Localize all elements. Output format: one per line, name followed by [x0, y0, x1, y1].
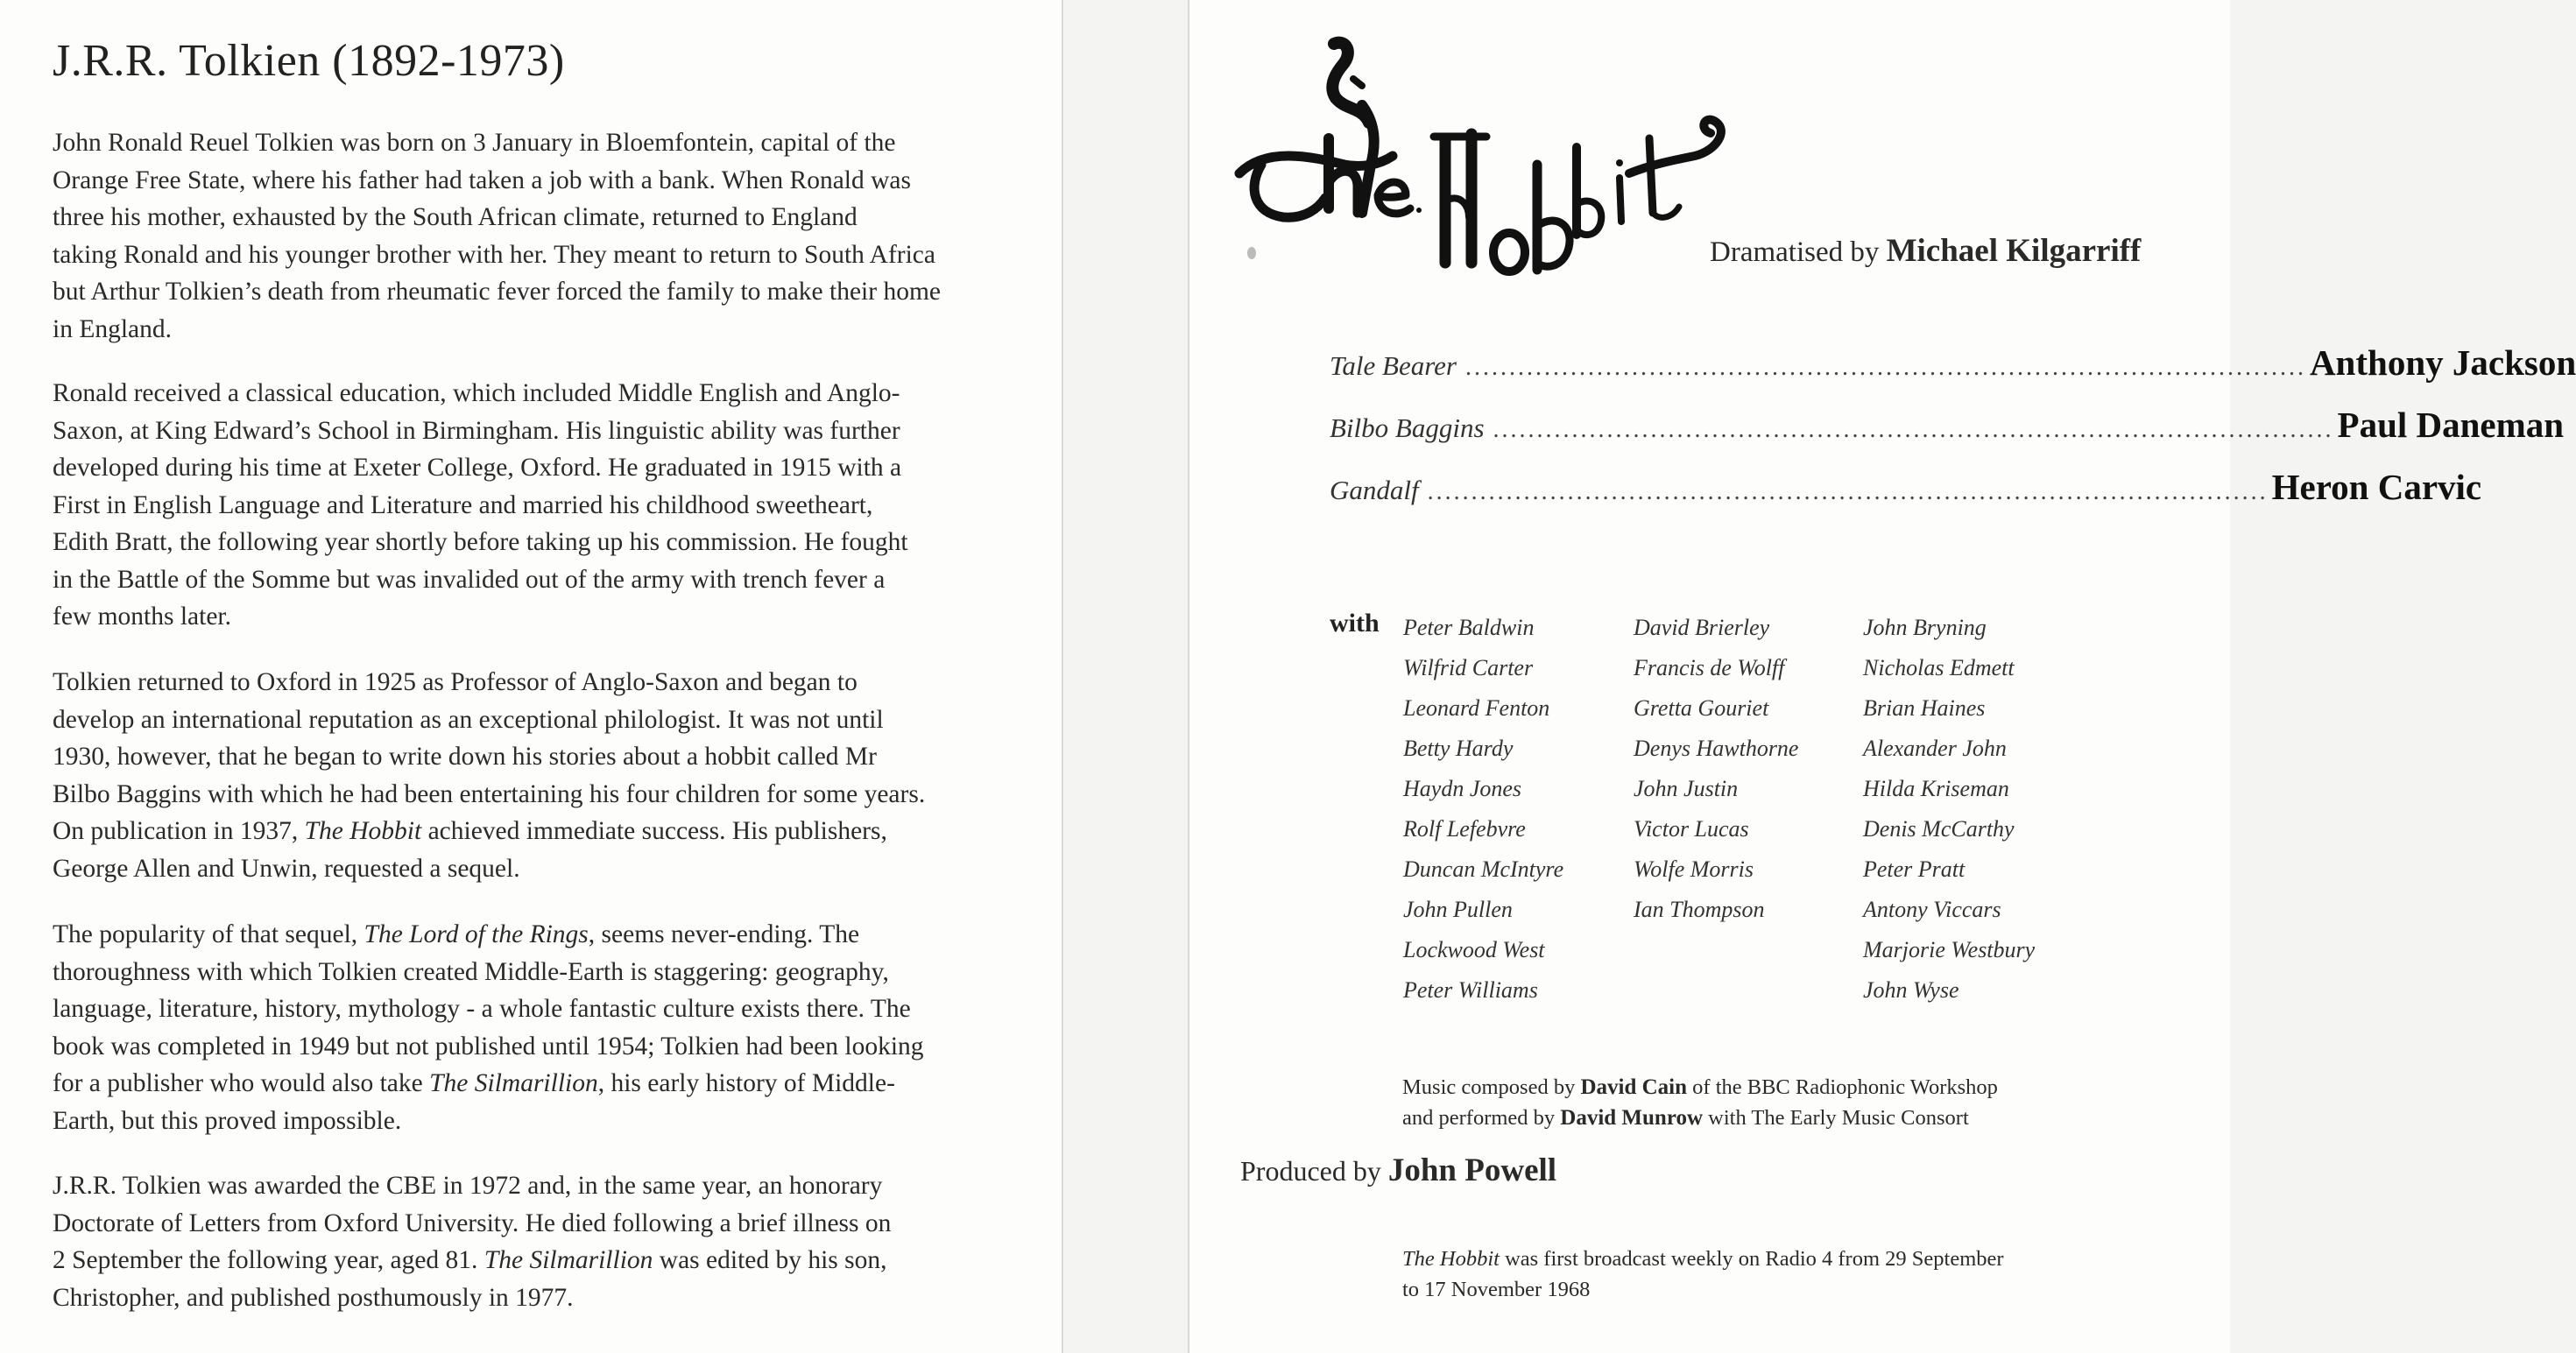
bio-paragraph-1 [53, 124, 1034, 348]
performer-name: David Munrow [1560, 1106, 1704, 1130]
cast-member: John Pullen [1403, 897, 1513, 922]
text-line: language, literature, history, mythology - a whole fantastic culture exists there. The [53, 995, 911, 1023]
music-text: Music composed by [1402, 1075, 1581, 1099]
music-credit-line-2 [1402, 1106, 1969, 1131]
music-text: with The Early Music Consort [1703, 1106, 1969, 1130]
text-line: , seems never-ending. The [588, 920, 860, 948]
cast-row-tale-bearer [1330, 342, 2576, 391]
cast-member: Wilfrid Carter [1403, 655, 1534, 680]
leader-dots: ................................................................................................ [1464, 354, 2306, 381]
cast-member: Wolfe Morris [1634, 856, 1754, 882]
text-line: Christopher, and published posthumously in 1977. [53, 1283, 574, 1312]
cast-actor: Anthony Jackson [2309, 342, 2576, 383]
cast-member: Rolf Lefebvre [1403, 816, 1526, 842]
broadcast-note-line-1 [1402, 1247, 2004, 1272]
music-text: of the BBC Radiophonic Workshop [1687, 1075, 1998, 1099]
book-title-lord-of-the-rings: The Lord of the Rings [363, 920, 589, 948]
bio-paragraph-5 [53, 1167, 1034, 1316]
text-line: was edited by his son, [653, 1246, 887, 1274]
cast-member: Francis de Wolff [1634, 655, 1785, 680]
text-line: , his early history of Middle- [597, 1069, 895, 1097]
cast-member: Peter Pratt [1863, 856, 1966, 882]
cast-role: Gandalf [1330, 475, 1419, 505]
text-line: 1930, however, that he began to write down his stories about a hobbit called Mr [53, 743, 877, 771]
text-line: 2 September the following year, aged 81. [53, 1246, 484, 1274]
bio-paragraph-3 [53, 664, 1034, 887]
cast-member: David Brierley [1634, 615, 1770, 640]
cast-actor: Paul Daneman [2337, 405, 2565, 445]
cast-member: Duncan McIntyre [1403, 856, 1564, 882]
text-line: John Ronald Reuel Tolkien was born on 3 January in Bloemfontein, capital of the [53, 129, 896, 157]
text-line: Tolkien returned to Oxford in 1925 as Professor of Anglo-Saxon and began to [53, 668, 857, 696]
produced-by-credit [1240, 1152, 1556, 1189]
composer-name: David Cain [1580, 1075, 1688, 1099]
text-line: Orange Free State, where his father had taken a job with a bank. When Ronald was [53, 166, 912, 194]
text-line: achieved immediate success. His publishers, [421, 817, 887, 845]
text-line: book was completed in 1949 but not published until 1954; Tolkien had been looking [53, 1032, 924, 1061]
text-line: George Allen and Unwin, requested a sequel. [53, 854, 520, 883]
music-text: and performed by [1402, 1106, 1561, 1130]
text-line: First in English Language and Literature and married his childhood sweetheart, [53, 490, 873, 519]
text-line: but Arthur Tolkien’s death from rheumatic fever forced the family to make their home [53, 278, 941, 306]
bio-paragraph-4 [53, 916, 1034, 1139]
text-line: Edith Bratt, the following year shortly before taking up his commission. He fought [53, 528, 908, 556]
text-line: three his mother, exhausted by the South African climate, returned to England [53, 203, 857, 231]
broadcast-title: The Hobbit [1402, 1247, 1500, 1271]
dramatised-label: Dramatised by [1710, 236, 1880, 268]
cast-member: Denys Hawthorne [1634, 736, 1799, 761]
music-credit-line-1 [1402, 1075, 1998, 1100]
cast-member: Brian Haines [1863, 695, 1986, 721]
text-line: Earth, but this proved impossible. [53, 1106, 402, 1135]
leader-dots: ................................................................................................ [1493, 416, 2334, 443]
book-title-silmarillion: The Silmarillion [429, 1069, 598, 1097]
cast-member: Denis McCarthy [1863, 816, 2015, 842]
supporting-cast-column-2 [1634, 608, 1798, 930]
text-line: for a publisher who would also take [53, 1069, 430, 1097]
cast-member: Leonard Fenton [1403, 695, 1550, 721]
cast-actor: Heron Carvic [2271, 467, 2482, 507]
book-title-silmarillion: The Silmarillion [483, 1246, 653, 1274]
broadcast-text: was first broadcast weekly on Radio 4 from 29 September [1499, 1247, 2004, 1271]
page-edge-left [1062, 0, 1063, 1353]
page-edge-right [1188, 0, 1189, 1353]
leader-dots: ................................................................................................ [1427, 478, 2269, 505]
book-title-the-hobbit: The Hobbit [304, 817, 422, 845]
text-line: in the Battle of the Somme but was invalided out of the army with trench fever a [53, 565, 886, 594]
cast-member: John Justin [1634, 776, 1739, 801]
text-line: thoroughness with which Tolkien created Middle-Earth is staggering: geography, [53, 957, 889, 986]
cast-member: Nicholas Edmett [1863, 655, 2015, 680]
cast-member: Peter Williams [1403, 977, 1538, 1003]
cast-member: Ian Thompson [1634, 897, 1765, 922]
cast-member: Haydn Jones [1403, 776, 1522, 801]
cast-role: Tale Bearer [1330, 350, 1457, 381]
dramatised-by-credit [1710, 232, 2141, 270]
cast-member: Antony Viccars [1863, 897, 2001, 922]
cast-member: Marjorie Westbury [1863, 937, 2036, 962]
biography-title: J.R.R. Tolkien (1892-1973) [53, 36, 565, 86]
cast-row-gandalf [1330, 466, 2482, 515]
text-line: Saxon, at King Edward’s School in Birmingham. His linguistic ability was further [53, 416, 900, 445]
supporting-cast-column-1 [1403, 608, 1563, 1011]
cast-member: John Wyse [1863, 977, 1959, 1003]
broadcast-note-line-2: to 17 November 1968 [1402, 1278, 1591, 1301]
cast-member: John Bryning [1863, 615, 1987, 640]
text-line: Ronald received a classical education, which included Middle English and Anglo- [53, 379, 900, 407]
text-line: J.R.R. Tolkien was awarded the CBE in 1972 and, in the same year, an honorary [53, 1172, 883, 1200]
text-line: taking Ronald and his younger brother with her. They meant to return to South Africa [53, 240, 935, 269]
producer-name: John Powell [1387, 1152, 1557, 1188]
produced-label: Produced by [1240, 1155, 1381, 1187]
text-line: developed during his time at Exeter College, Oxford. He graduated in 1915 with a [53, 454, 902, 482]
cast-member: Victor Lucas [1634, 816, 1749, 842]
bio-paragraph-2 [53, 375, 1034, 636]
text-line: in England. [53, 314, 173, 343]
cast-member: Betty Hardy [1403, 736, 1514, 761]
with-label: with [1330, 609, 1380, 638]
cast-row-bilbo-baggins [1330, 404, 2565, 453]
text-line: On publication in 1937, [53, 817, 305, 845]
cast-member: Peter Baldwin [1403, 615, 1535, 640]
cast-role: Bilbo Baggins [1330, 412, 1485, 443]
dramatist-name: Michael Kilgarriff [1886, 233, 2142, 269]
text-line: Doctorate of Letters from Oxford University. He died following a brief illness on [53, 1209, 892, 1237]
cast-member: Lockwood West [1403, 937, 1545, 962]
cast-member: Gretta Gouriet [1634, 695, 1769, 721]
the-hobbit-logo [1231, 33, 1756, 305]
text-line: The popularity of that sequel, [53, 920, 364, 948]
supporting-cast-column-3 [1863, 608, 2035, 1011]
text-line: few months later. [53, 603, 231, 631]
cast-member: Alexander John [1863, 736, 2007, 761]
text-line: Bilbo Baggins with which he had been entertaining his four children for some years. [53, 779, 926, 808]
cast-member: Hilda Kriseman [1863, 776, 2009, 801]
text-line: develop an international reputation as an exceptional philologist. It was not until [53, 705, 884, 734]
